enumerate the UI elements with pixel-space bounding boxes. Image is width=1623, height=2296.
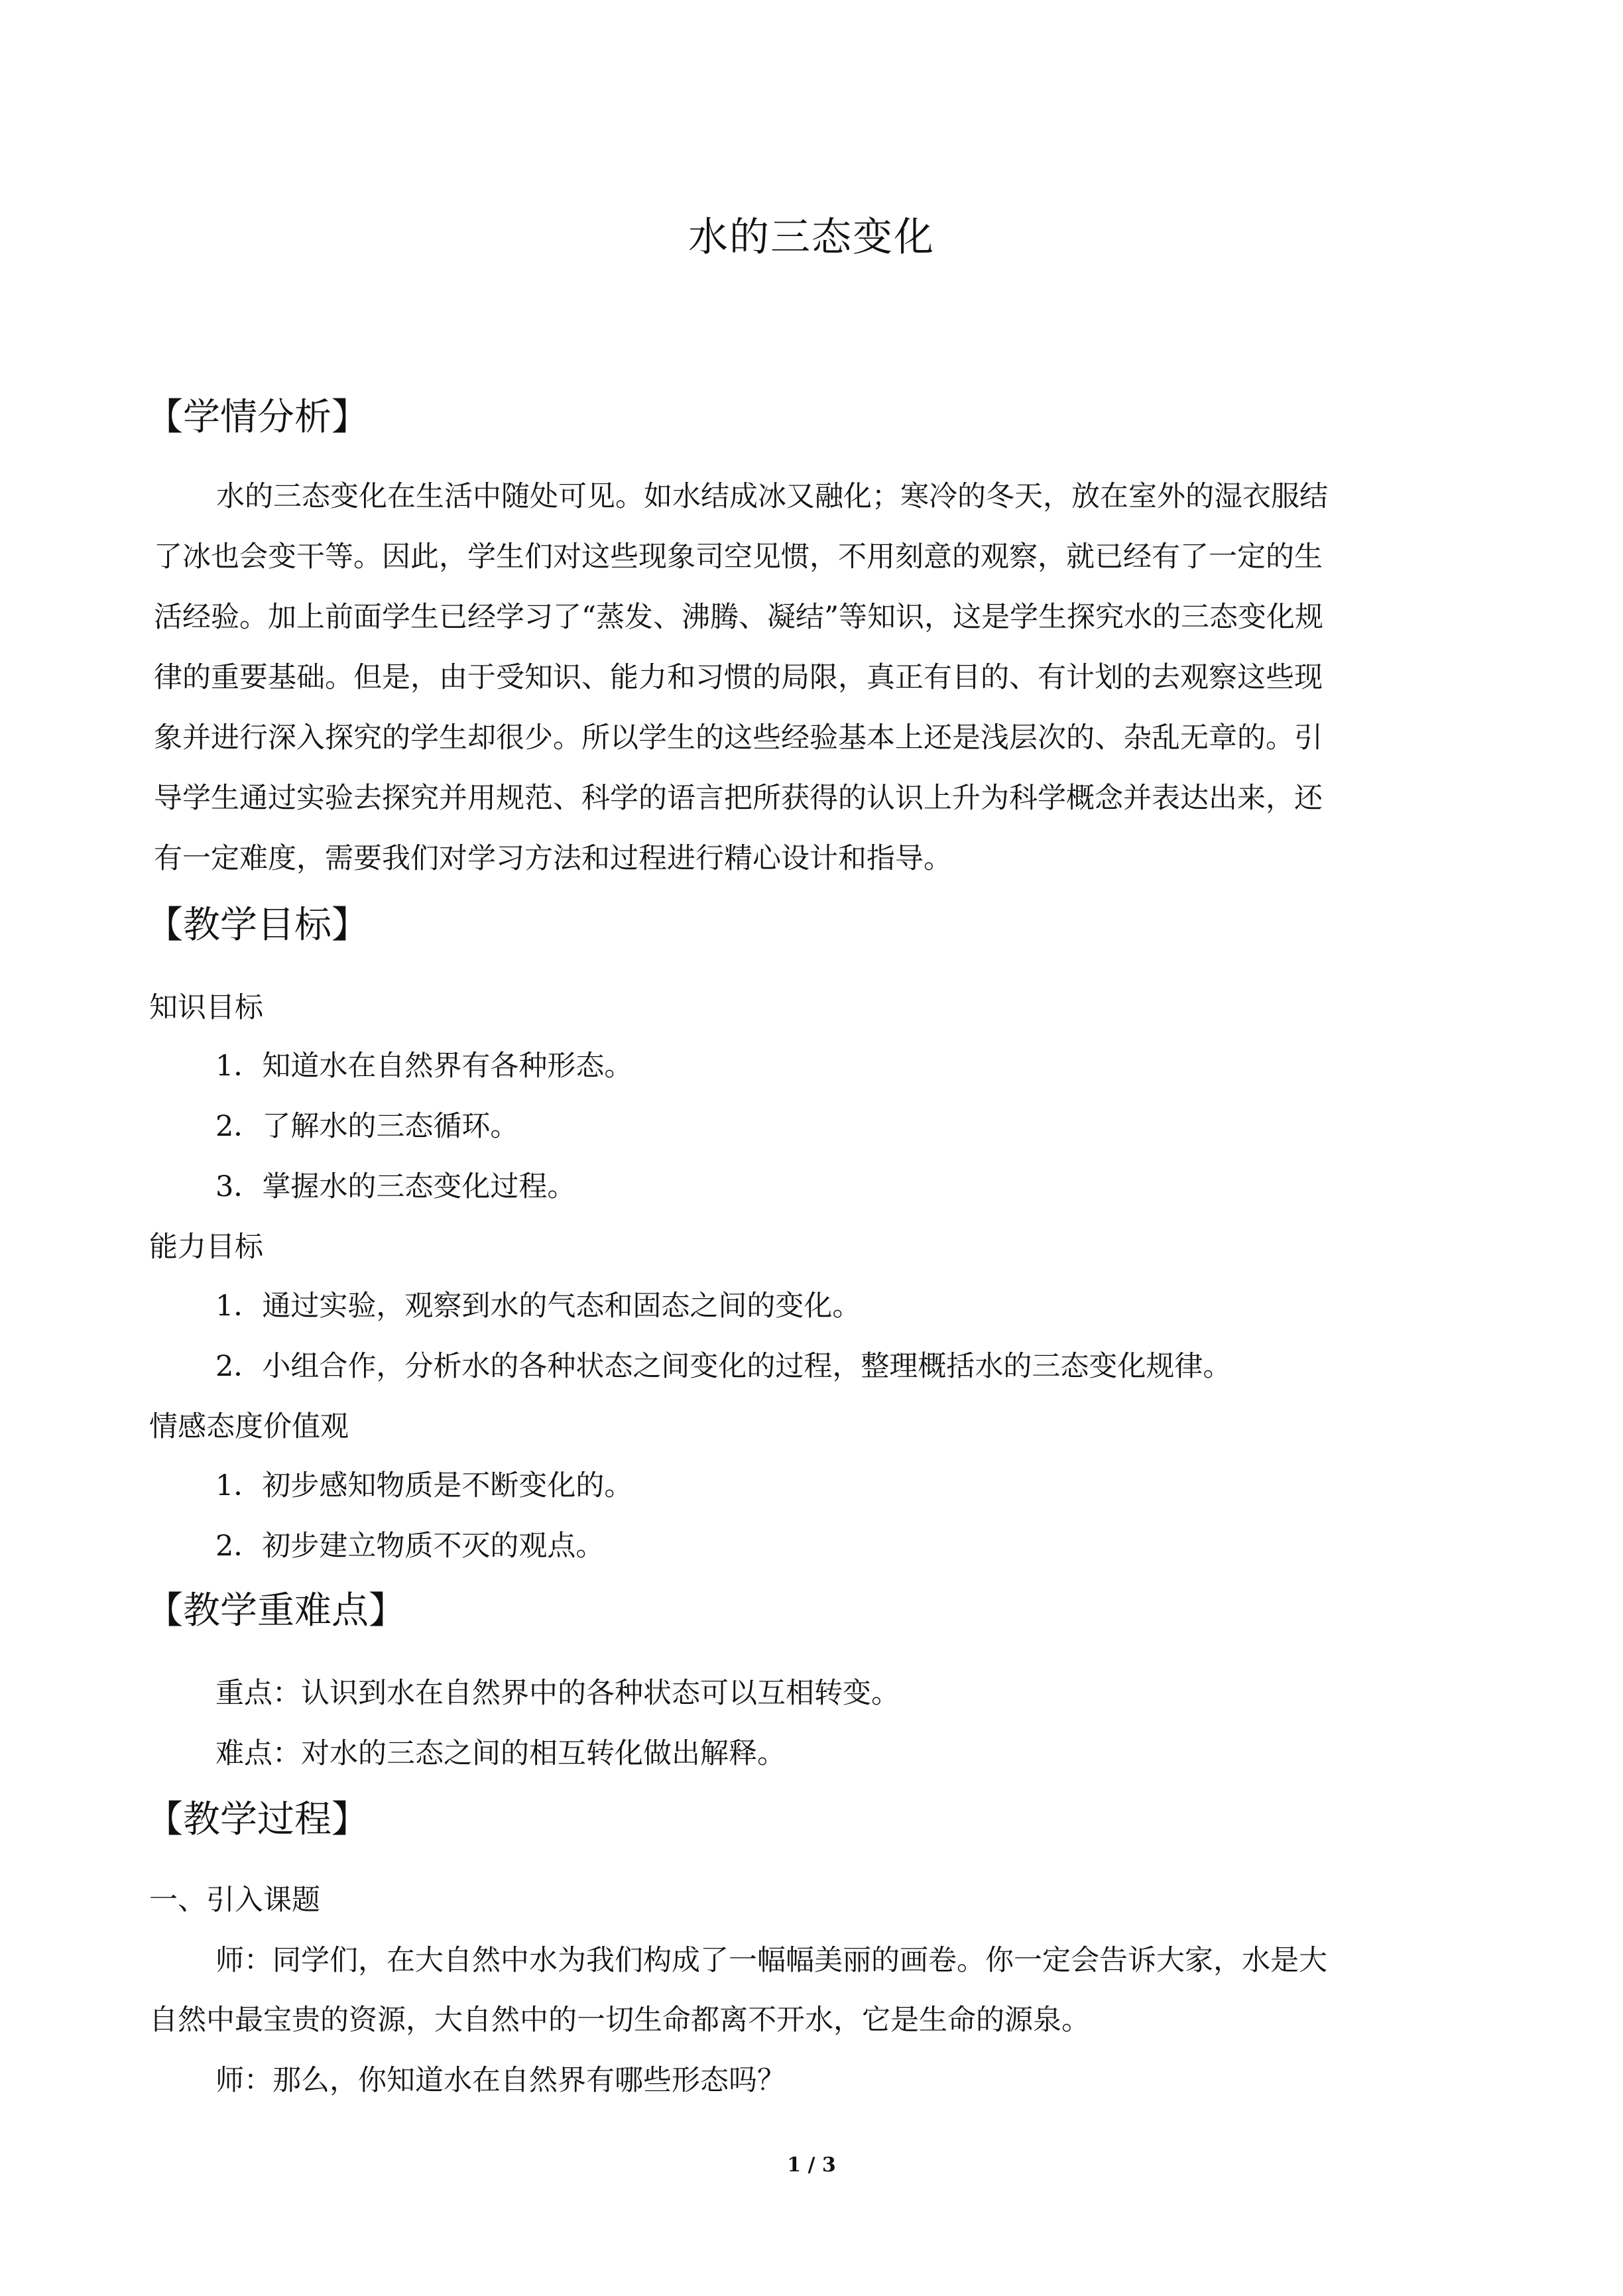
teacher-line: 自然中最宝贵的资源，大自然中的一切生命都离不开水，它是生命的源泉。 <box>149 2004 1090 2037</box>
ability-item: 1．通过实验，观察到水的气态和固态之间的变化。 <box>215 1290 861 1323</box>
heading-process: 【教学过程】 <box>146 1798 369 1841</box>
analysis-line: 水的三态变化在生活中随处可见。如水结成冰又融化；寒冷的冬天，放在室外的湿衣服结 <box>216 480 1328 513</box>
ability-item: 2．小组合作，分析水的各种状态之间变化的过程，整理概括水的三态变化规律。 <box>215 1350 1232 1383</box>
teacher-line: 师：那么，你知道水在自然界有哪些形态吗？ <box>215 2064 786 2097</box>
emotion-objectives-label: 情感态度价值观 <box>149 1410 349 1443</box>
knowledge-item: 3．掌握水的三态变化过程。 <box>215 1170 576 1203</box>
analysis-line: 律的重要基础。但是，由于受知识、能力和习惯的局限，真正有目的、有计划的去观察这些现 <box>154 661 1323 694</box>
heading-objectives: 【教学目标】 <box>146 904 369 947</box>
analysis-paragraph <box>154 467 1489 889</box>
emotion-item: 2．初步建立物质不灭的观点。 <box>215 1530 605 1563</box>
analysis-line: 了冰也会变干等。因此，学生们对这些现象司空见惯，不用刻意的观察，就已经有了一定的生 <box>154 540 1323 574</box>
ability-objectives-label: 能力目标 <box>149 1231 263 1264</box>
teacher-line: 师：同学们，在大自然中水为我们构成了一幅幅美丽的画卷。你一定会告诉大家，水是大 <box>215 1944 1327 1977</box>
heading-analysis: 【学情分析】 <box>146 396 369 439</box>
knowledge-item: 2．了解水的三态循环。 <box>215 1110 519 1143</box>
key-point-difficulty: 难点：对水的三态之间的相互转化做出解释。 <box>215 1737 786 1770</box>
page-number: 1 / 3 <box>787 2153 836 2177</box>
document-title: 水的三态变化 <box>688 214 935 261</box>
heading-key-points: 【教学重难点】 <box>146 1589 406 1632</box>
analysis-line: 导学生通过实验去探究并用规范、科学的语言把所获得的认识上升为科学概念并表达出来，还 <box>154 782 1323 815</box>
emotion-item: 1．初步感知物质是不断变化的。 <box>215 1469 633 1502</box>
analysis-line: 活经验。加上前面学生已经学习了“蒸发、沸腾、凝结”等知识，这是学生探究水的三态变化规 <box>154 601 1323 634</box>
analysis-line: 有一定难度，需要我们对学习方法和过程进行精心设计和指导。 <box>154 842 952 875</box>
knowledge-item: 1．知道水在自然界有各种形态。 <box>215 1050 633 1083</box>
analysis-line: 象并进行深入探究的学生却很少。所以学生的这些经验基本上还是浅层次的、杂乱无章的。引 <box>154 721 1323 755</box>
knowledge-objectives-label: 知识目标 <box>149 991 263 1024</box>
process-step-label: 一、引入课题 <box>149 1884 320 1917</box>
key-point-focus: 重点：认识到水在自然界中的各种状态可以互相转变。 <box>215 1677 900 1710</box>
